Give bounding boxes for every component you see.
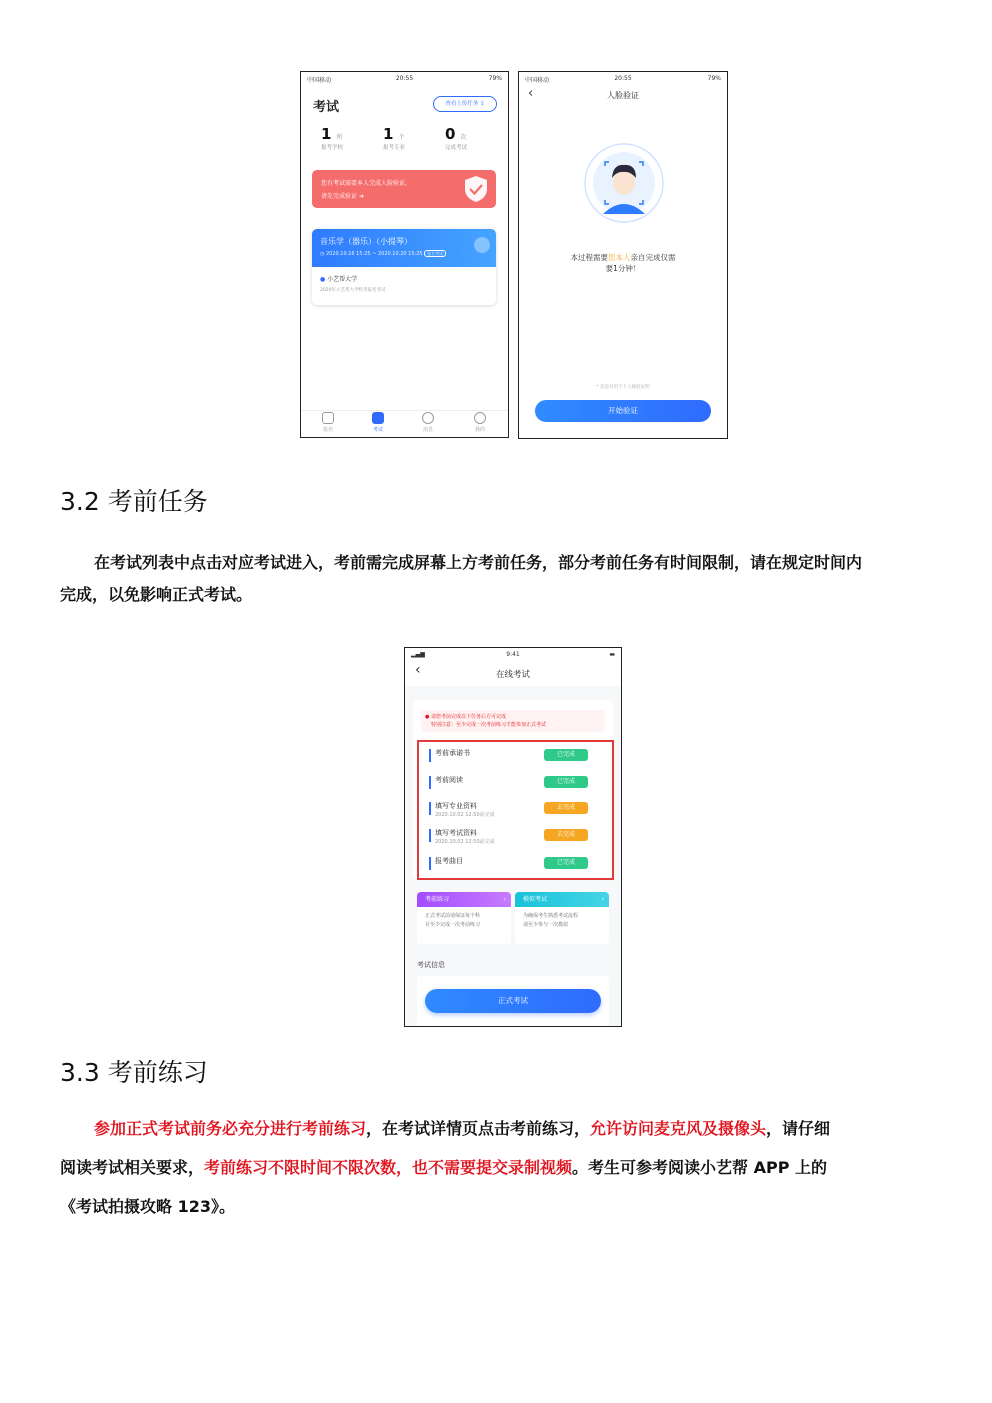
task-accent [429, 776, 431, 789]
arrow-right-icon: › [503, 896, 506, 903]
para-line: 完成，以免影响正式考试。 [60, 585, 253, 604]
nav-label: 我的 [474, 427, 485, 433]
nav-item-profile[interactable] [465, 412, 495, 433]
stat-number: 0 [445, 125, 456, 143]
section-3-3-paragraph [60, 1109, 934, 1226]
para-line: 在考试列表中点击对应考试进入，考前需完成屏幕上方考前任务，部分考前任务有时间限制，请在规定时间内 [94, 553, 863, 572]
task-accent [429, 829, 431, 842]
back-chevron-icon[interactable]: ‹ [415, 662, 421, 678]
school-row [320, 274, 357, 283]
school-logo-icon: ● [320, 276, 326, 283]
task-status-badge[interactable]: 已完成 [544, 749, 588, 761]
upload-task-label: 查看上传任务 [445, 101, 479, 107]
stat-unit: 次 [460, 134, 467, 141]
verify-description [519, 252, 727, 274]
signal-icon: ▂▄▆ [411, 651, 425, 658]
formal-exam-button[interactable] [425, 989, 601, 1013]
task-name: 考前阅读 [435, 776, 463, 784]
stat-majors [383, 124, 433, 151]
upload-icon: ⇪ [480, 101, 485, 107]
task-name: 填写专业资料 [435, 802, 477, 810]
notice-text: 请您考前完成以下任务后方可完成 [430, 714, 506, 720]
alert-link[interactable] [321, 191, 364, 200]
nav-item-signup[interactable] [313, 412, 343, 433]
bottom-nav [301, 410, 508, 437]
section-heading-3-2: 3.2 考前任务 [60, 487, 208, 516]
phone-screenshot-exam-list [300, 71, 509, 438]
card-title: 考前练习 [425, 896, 450, 903]
start-verify-button[interactable] [535, 400, 711, 422]
para-line [60, 1187, 934, 1226]
task-name: 报考曲目 [435, 857, 463, 865]
task-list-highlight [417, 740, 614, 880]
body-text: ，请仔细 [766, 1119, 831, 1138]
upload-task-button[interactable] [433, 96, 497, 112]
desc-highlight: 您本人 [608, 253, 631, 262]
carrier: 中国移动 [307, 77, 332, 84]
shield-check-icon [462, 174, 490, 204]
task-accent [429, 802, 431, 815]
page-title: 人脸验证 [607, 91, 639, 100]
exam-time-row [320, 251, 446, 257]
phone-screenshot-face-verify [518, 71, 728, 439]
emphasis-text: 参加正式考试前务必充分进行考前练习 [94, 1119, 367, 1138]
section-3-2-paragraph [60, 547, 934, 611]
page-title: 考试 [313, 100, 340, 115]
exam-card[interactable] [312, 229, 496, 305]
exam-time: 2020.10.16 15:25 ~ 2020.10.20 15:25 [325, 251, 423, 257]
nav-header [405, 660, 621, 686]
task-item[interactable] [429, 771, 602, 795]
card-desc: 目至少完成一次考前练习 [425, 922, 481, 928]
mock-card-header [515, 892, 609, 907]
notice-text: 特别注意：至少完成一次考前练习才能参加正式考试 [431, 722, 547, 728]
task-status-badge[interactable]: 去完成 [544, 829, 588, 841]
alert-text: 您有考试需要本人完成人脸验证, [321, 180, 407, 187]
task-item[interactable] [429, 744, 602, 768]
home-icon [322, 412, 334, 424]
clock: 20:55 [614, 75, 632, 82]
location-pin-icon [474, 237, 490, 253]
task-item[interactable] [429, 824, 602, 848]
task-deadline: 2020.10.02 12:50前完成 [435, 812, 495, 818]
para-line [60, 1109, 934, 1148]
alert-link-label: 请先完成验证 [321, 193, 358, 200]
status-bar [519, 72, 727, 86]
clock: 9:41 [506, 651, 520, 658]
practice-card[interactable] [417, 892, 511, 944]
nav-item-exam[interactable] [363, 412, 393, 433]
stat-label: 报考学校 [321, 145, 344, 151]
school-name: 小艺帮大学 [327, 276, 358, 283]
stat-number: 1 [383, 125, 394, 143]
stat-label: 完成考试 [445, 145, 468, 151]
section-heading-3-3: 3.3 考前练习 [60, 1058, 208, 1087]
page-title: 在线考试 [495, 670, 530, 680]
emphasis-text: 考前练习不限时间不限次数，也不需要提交录制视频 [204, 1158, 573, 1177]
face-verify-alert[interactable] [312, 170, 496, 208]
emphasis-text: 允许访问麦克风及摄像头 [590, 1119, 767, 1138]
profile-icon [474, 412, 486, 424]
battery-icon: ▬ [609, 651, 615, 658]
face-avatar-illustration [583, 142, 665, 224]
nav-label: 消息 [422, 427, 433, 433]
stat-unit: 个 [398, 134, 405, 141]
button-label: 开始验证 [608, 406, 638, 415]
body-text: 《考试拍摄攻略 123》。 [60, 1197, 235, 1216]
task-status-badge[interactable]: 已完成 [544, 857, 588, 869]
notice-box [421, 710, 605, 732]
clock: 20:55 [395, 75, 414, 82]
exam-badge: 报名考试 [424, 250, 446, 257]
body-text: 阅读考试相关要求， [60, 1158, 205, 1177]
task-status-badge[interactable]: 已完成 [544, 776, 588, 788]
carrier: 中国移动 [525, 77, 550, 84]
exam-title: 音乐学（器乐）（小提琴） [320, 237, 412, 246]
clock-icon: ◷ [320, 251, 325, 257]
card-desc: 正式考试前请保证每个科 [425, 913, 481, 919]
phone-screenshot-online-exam [404, 647, 622, 1027]
mock-exam-card[interactable] [515, 892, 609, 944]
card-desc: 为确保考生熟悉考试流程 [523, 913, 579, 919]
nav-label: 报名 [322, 427, 333, 433]
desc-text: 本过程需要 [570, 253, 608, 262]
back-chevron-icon[interactable]: ‹ [528, 86, 534, 101]
card-title: 模拟考试 [523, 896, 548, 903]
exam-icon [372, 412, 384, 424]
stat-unit: 所 [336, 134, 343, 141]
task-status-badge[interactable]: 去完成 [544, 802, 588, 814]
stat-schools [321, 124, 371, 151]
battery: 79% [707, 75, 721, 82]
exam-info-label: 考试信息 [417, 961, 445, 969]
stat-number: 1 [321, 125, 332, 143]
message-icon [422, 412, 434, 424]
battery: 79% [488, 75, 502, 82]
nav-item-messages[interactable] [413, 412, 443, 433]
task-accent [429, 857, 431, 870]
desc-text: 亲自完成仅需 [630, 253, 676, 262]
practice-card-header [417, 892, 511, 907]
arrow-right-icon: › [601, 896, 604, 903]
body-text: ，在考试详情页点击考前练习， [366, 1119, 591, 1138]
school-desc: 2020年小艺帮大学校考报名考试 [320, 288, 386, 293]
task-name: 填写考试资料 [435, 829, 477, 837]
nav-label: 考试 [372, 427, 383, 433]
card-desc: 请至少参与一次模拟 [523, 922, 569, 928]
stat-label: 报考专业 [383, 145, 406, 151]
button-label: 正式考试 [498, 996, 528, 1005]
desc-text: 要1分钟！ [605, 264, 641, 273]
para-line [60, 1148, 934, 1187]
body-text: 。考生可参考阅读小艺帮 APP 上的 [572, 1158, 828, 1177]
task-accent [429, 749, 431, 762]
task-item[interactable] [429, 797, 602, 821]
warning-icon: ● [425, 714, 430, 720]
task-name: 考前承诺书 [435, 749, 470, 757]
stat-completed [445, 124, 495, 151]
privacy-note: * 信息仅用于个人核验证明 [596, 385, 650, 390]
task-deadline: 2020.10.02 12:50前完成 [435, 839, 495, 845]
arrow-right-circle-icon: ➜ [358, 193, 364, 200]
exam-card-header [312, 229, 496, 267]
task-item[interactable] [429, 852, 602, 876]
status-bar [301, 72, 508, 86]
